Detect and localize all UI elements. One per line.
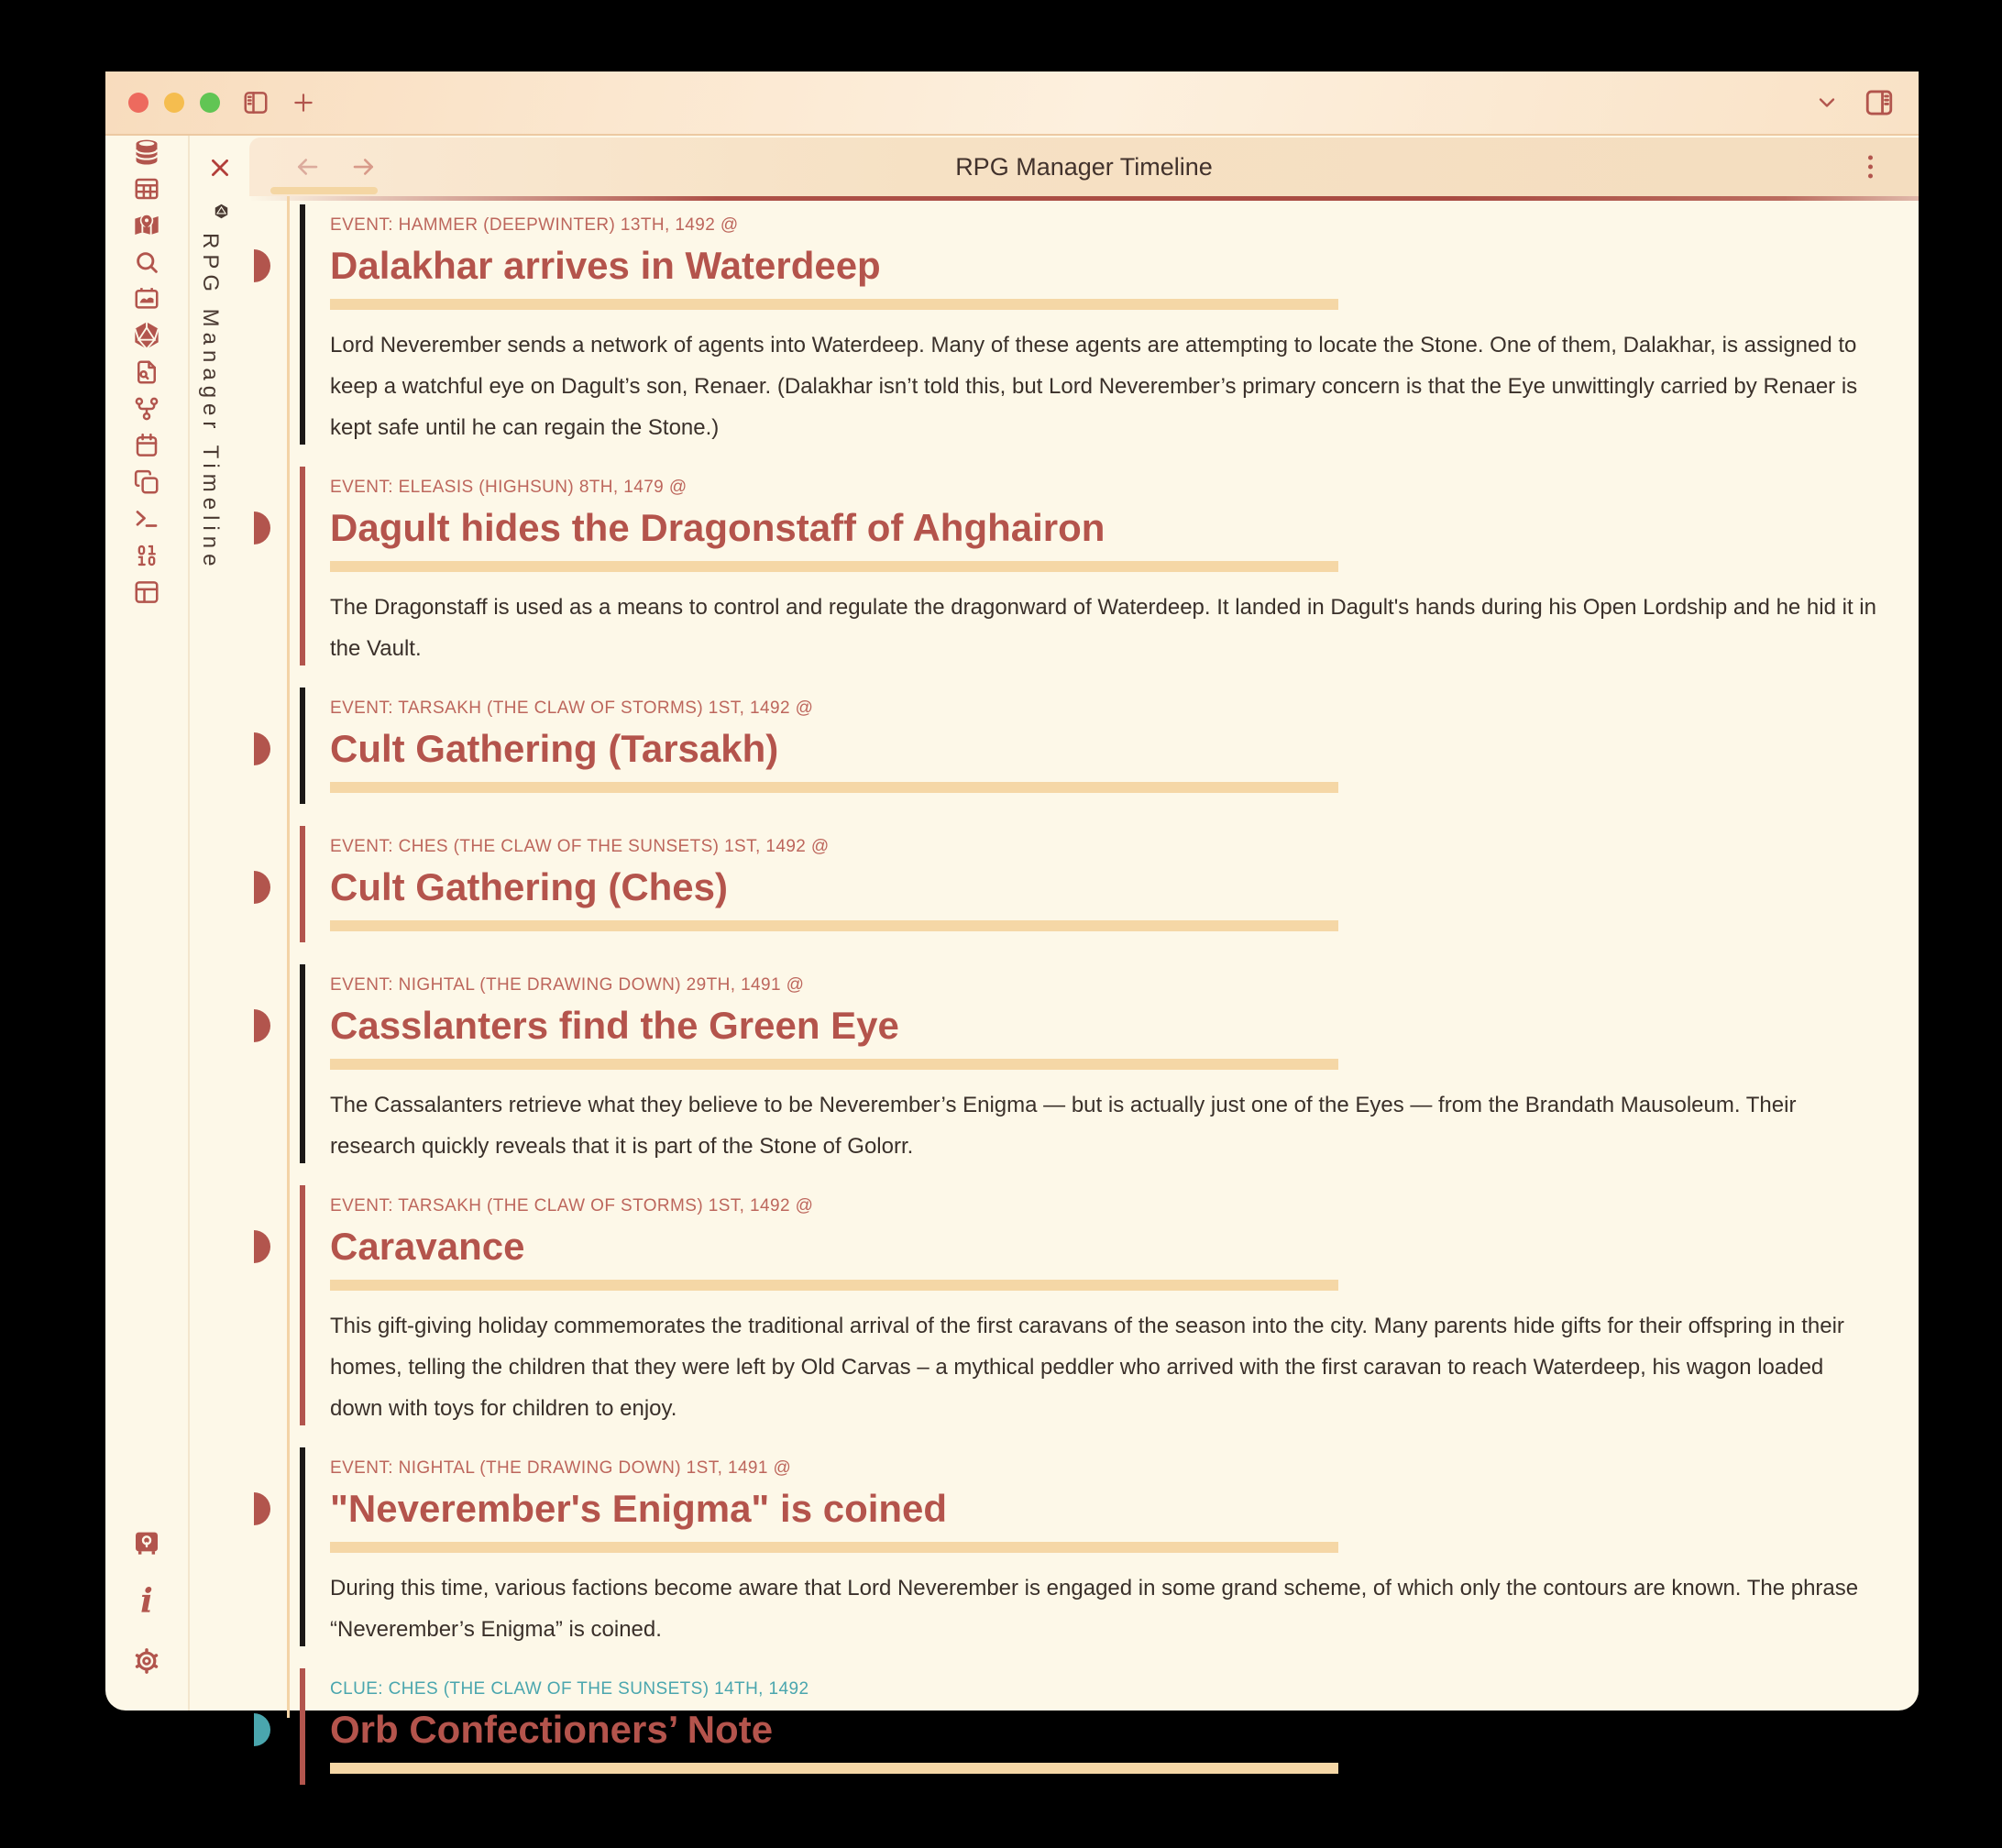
info-icon[interactable]: i	[140, 1582, 153, 1621]
event-body: The Dragonstaff is used as a means to control and regulate the dragonward of Waterdeep. It landed in Dagult's hands during his Open Lordship and he hid it in the Vault.	[330, 595, 1876, 661]
vault-icon[interactable]	[105, 1528, 188, 1557]
event-body: This gift-giving holiday commemorates the traditional arrival of the first caravans of the season into the city. Many parents hide gifts for their offspring in their homes, telling the children that they were left by Old Carvas – a mythical peddler who arrived with the first caravan to reach Waterdeep, his wagon loaded down with toys for children to enjoy.	[330, 1314, 1844, 1421]
tab-vertical-title[interactable]: RPG Manager Timeline	[198, 233, 223, 572]
calendar-icon[interactable]	[131, 432, 162, 459]
chevron-down-icon[interactable]	[1814, 90, 1840, 116]
event-title[interactable]: Cult Gathering (Tarsakh)	[330, 727, 779, 770]
event-marker-icon	[254, 1713, 270, 1746]
event-underline	[330, 920, 1338, 931]
sidebar-toggle-icon[interactable]	[242, 89, 270, 116]
copy-icon[interactable]	[131, 468, 162, 496]
event-title[interactable]: "Neverember's Enigma" is coined	[330, 1487, 948, 1530]
timeline-events	[280, 214, 1919, 1788]
event-title[interactable]: Cult Gathering (Ches)	[330, 865, 729, 908]
tab-strip	[188, 136, 281, 1710]
zoom-window-button[interactable]	[200, 93, 220, 113]
event-date-label: EVENT: TARSAKH (THE CLAW OF STORMS) 1ST, 1492 @	[330, 1196, 814, 1216]
event-bar	[300, 1668, 305, 1785]
timeline-event	[280, 1678, 1919, 1788]
close-tab-icon[interactable]	[208, 156, 232, 180]
close-window-button[interactable]	[128, 93, 148, 113]
search-icon[interactable]	[131, 248, 162, 276]
timeline-event	[280, 1194, 1919, 1429]
layout-icon[interactable]	[131, 578, 162, 606]
binary-icon[interactable]	[131, 542, 162, 569]
event-date-label: EVENT: TARSAKH (THE CLAW OF STORMS) 1ST, 1492 @	[330, 698, 814, 718]
view-header	[249, 138, 1919, 196]
fork-icon[interactable]	[131, 395, 162, 423]
icon-rail	[105, 136, 188, 1710]
timeline-event	[280, 1457, 1919, 1650]
database-icon[interactable]	[131, 138, 162, 166]
forward-arrow-icon[interactable]	[348, 153, 380, 181]
event-date-label: EVENT: CHES (THE CLAW OF THE SUNSETS) 1ST, 1492 @	[330, 837, 830, 856]
event-underline	[330, 1542, 1338, 1553]
event-title[interactable]: Caravance	[330, 1225, 525, 1268]
map-icon[interactable]	[131, 212, 162, 239]
event-date-label: EVENT: ELEASIS (HIGHSUN) 8TH, 1479 @	[330, 478, 688, 497]
event-underline	[330, 782, 1338, 793]
terminal-icon[interactable]	[131, 505, 162, 533]
app-window	[105, 72, 1919, 1751]
view-title: RPG Manager Timeline	[955, 152, 1213, 181]
event-date-label: EVENT: NIGHTAL (THE DRAWING DOWN) 29TH, 1491 @	[330, 975, 805, 995]
event-underline	[330, 1280, 1338, 1291]
app-body	[105, 136, 1919, 1751]
timeline-event	[280, 214, 1919, 448]
traffic-lights	[128, 93, 220, 113]
event-bar	[300, 467, 305, 666]
kebab-menu-icon[interactable]	[1868, 156, 1873, 179]
event-bar	[300, 1447, 305, 1646]
event-title[interactable]: Orb Confectioners’ Note	[330, 1708, 774, 1751]
event-date-label: EVENT: NIGHTAL (THE DRAWING DOWN) 1ST, 1491 @	[330, 1458, 792, 1478]
timeline-event	[280, 476, 1919, 669]
event-bar	[300, 964, 305, 1163]
new-tab-plus-icon[interactable]	[292, 91, 315, 115]
scene-board-icon[interactable]	[131, 285, 162, 313]
table-icon[interactable]	[131, 175, 162, 203]
event-underline	[330, 561, 1338, 572]
back-arrow-icon[interactable]	[292, 153, 323, 181]
event-underline	[330, 1059, 1338, 1070]
panel-right-icon[interactable]	[1864, 87, 1895, 118]
event-title[interactable]: Dalakhar arrives in Waterdeep	[330, 244, 881, 287]
titlebar	[105, 72, 1919, 136]
settings-gear-icon[interactable]	[105, 1646, 188, 1676]
file-search-icon[interactable]	[131, 358, 162, 386]
event-date-label: CLUE: CHES (THE CLAW OF THE SUNSETS) 14TH, 1492	[330, 1679, 809, 1699]
event-underline	[330, 1763, 1338, 1774]
event-body: The Cassalanters retrieve what they believe to be Neverember’s Enigma — but is actually just one of the Eyes — from the Brandath Mausoleum. Their research quickly reveals that it is part of the Stone of Golorr.	[330, 1093, 1797, 1159]
event-bar	[300, 688, 305, 804]
timeline-content	[280, 196, 1919, 1816]
timeline-event	[280, 835, 1919, 946]
active-tab-indicator	[270, 187, 378, 194]
d20-dice-icon[interactable]	[131, 322, 162, 349]
event-date-label: EVENT: HAMMER (DEEPWINTER) 13TH, 1492 @	[330, 215, 739, 235]
event-title[interactable]: Casslanters find the Green Eye	[330, 1004, 899, 1047]
event-bar	[300, 204, 305, 445]
event-body: During this time, various factions become aware that Lord Neverember is engaged in some grand scheme, of which only the contours are known. The phrase “Neverember’s Enigma” is coined.	[330, 1576, 1859, 1642]
timeline-event	[280, 697, 1919, 808]
minimize-window-button[interactable]	[164, 93, 184, 113]
event-title[interactable]: Dagult hides the Dragonstaff of Ahghairon	[330, 506, 1106, 549]
event-bar	[300, 826, 305, 942]
event-body: Lord Neverember sends a network of agents into Waterdeep. Many of these agents are attempting to locate the Stone. One of them, Dalakhar, is assigned to keep a watchful eye on Dagult’s son, Renaer. (Dalakhar isn’t told this, but Lord Neverember’s primary concern is that the Eye unwittingly carried by Renaer is kept safe until he can regain the Stone.)	[330, 333, 1858, 440]
event-underline	[330, 299, 1338, 310]
timeline-event	[280, 974, 1919, 1167]
event-bar	[300, 1185, 305, 1425]
d20-tab-icon	[214, 204, 229, 219]
